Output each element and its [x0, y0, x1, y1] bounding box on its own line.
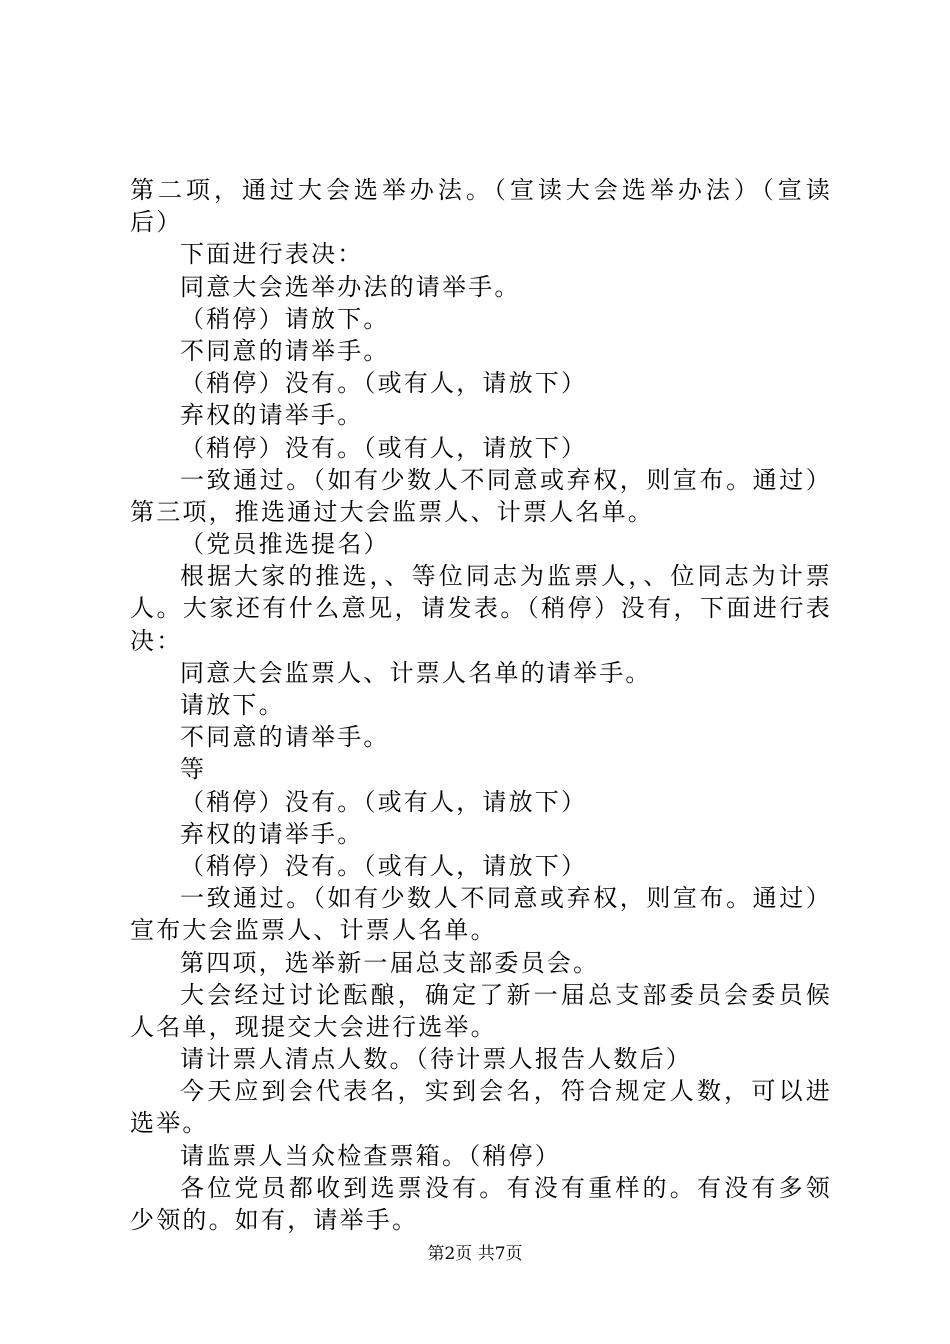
text-line: （稍停）没有。（或有人，请放下） — [180, 369, 588, 398]
text-line: 一致通过。（如有少数人不同意或弃权，则宣布。通过） — [180, 884, 832, 913]
text-line: （稍停）没有。（或有人，请放下） — [180, 851, 588, 880]
text-line: 不同意的请举手。 — [180, 336, 390, 365]
text-line: 选举。 — [130, 1109, 209, 1138]
text-line: 请监票人当众检查票箱。（稍停） — [180, 1141, 561, 1170]
text-line: 大会经过讨论酝酿，确定了新一届总支部委员会委员候 — [180, 980, 832, 1009]
text-line: 根据大家的推选，、等位同志为监票人，、位同志为计票 — [180, 562, 832, 591]
text-line: 第四项，选举新一届总支部委员会。 — [180, 948, 600, 977]
text-line: （稍停）请放下。 — [180, 304, 390, 333]
text-line: 第三项，推选通过大会监票人、计票人名单。 — [130, 497, 654, 526]
text-line: 今天应到会代表名，实到会名，符合规定人数，可以进 — [180, 1077, 832, 1106]
page-number-footer: 第2页 共7页 — [427, 1244, 523, 1264]
document-body — [130, 174, 832, 1236]
text-line: （党员推选提名） — [180, 530, 390, 559]
text-line: 请放下。 — [180, 691, 285, 719]
text-line: 等 — [180, 755, 207, 784]
text-line: 少领的。如有，请举手。 — [130, 1206, 419, 1234]
text-line: 决： — [130, 626, 183, 655]
text-line: （稍停）没有。（或有人，请放下） — [180, 433, 588, 462]
text-line: 一致通过。（如有少数人不同意或弃权，则宣布。通过） — [180, 465, 832, 494]
text-line: 人名单，现提交大会进行选举。 — [130, 1012, 497, 1041]
text-line: 请计票人清点人数。（待计票人报告人数后） — [180, 1045, 692, 1074]
text-line: 第二项，通过大会选举办法。（宣读大会选举办法）（宣读 — [130, 176, 832, 204]
text-line: 下面进行表决： — [180, 240, 364, 269]
text-line: 同意大会监票人、计票人名单的请举手。 — [180, 658, 652, 687]
text-line: 弃权的请举手。 — [180, 401, 364, 430]
text-line: 人。大家还有什么意见，请发表。（稍停）没有，下面进行表 — [130, 594, 832, 623]
text-line: 各位党员都收到选票没有。有没有重样的。有没有多领 — [180, 1173, 832, 1202]
text-line: 同意大会选举办法的请举手。 — [180, 272, 521, 301]
text-line: 后） — [130, 208, 183, 237]
text-line: 不同意的请举手。 — [180, 723, 390, 752]
text-line: （稍停）没有。（或有人，请放下） — [180, 787, 588, 816]
text-line: 弃权的请举手。 — [180, 819, 364, 848]
text-line: 宣布大会监票人、计票人名单。 — [130, 916, 497, 945]
